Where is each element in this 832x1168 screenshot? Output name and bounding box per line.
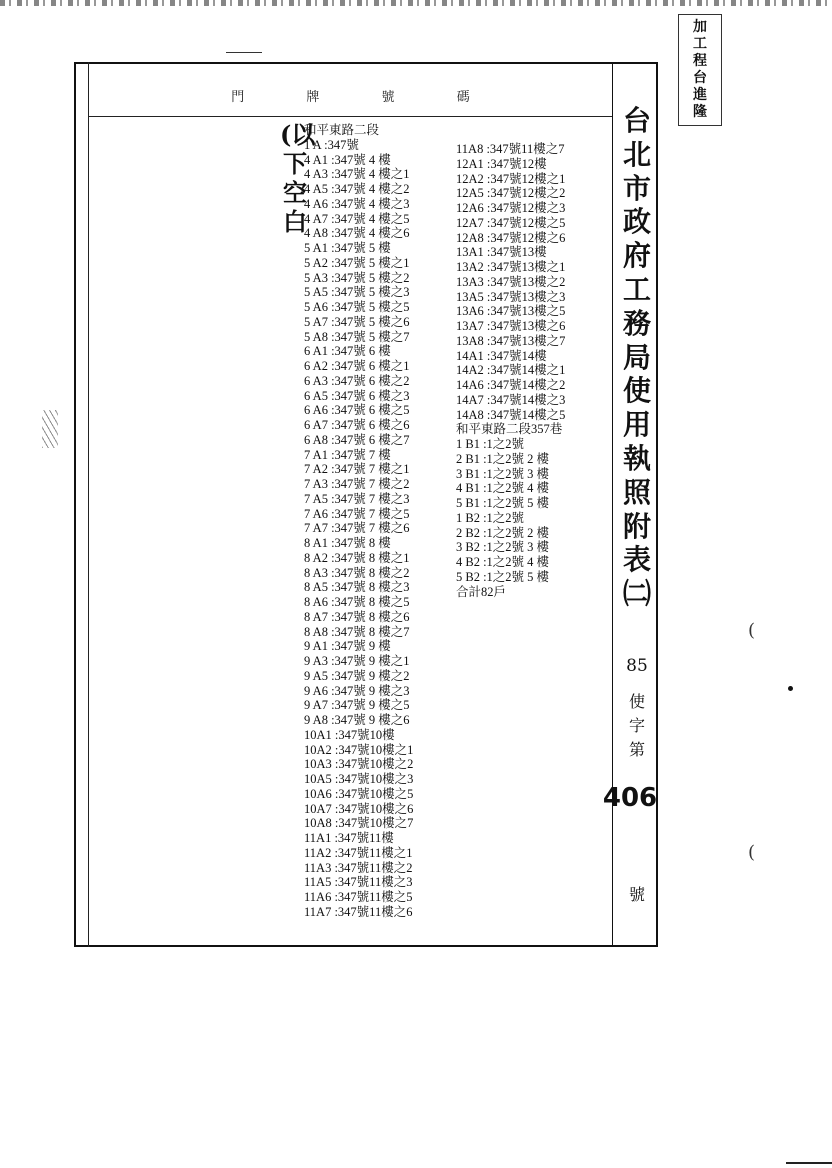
title-char: 府 xyxy=(622,239,651,273)
address-entry: 5 A2 :347號 5 樓之1 xyxy=(304,255,410,270)
address-entry: 12A7 :347號12樓之5 xyxy=(456,215,566,230)
stamp-char: 進 xyxy=(693,87,707,103)
address-entry: 10A7 :347號10樓之6 xyxy=(304,801,414,816)
address-entry: 12A2 :347號12樓之1 xyxy=(456,171,566,186)
title-char: 執 xyxy=(622,441,651,475)
address-entry: 9 A1 :347號 9 樓 xyxy=(304,639,391,654)
address-entry: 8 A8 :347號 8 樓之7 xyxy=(304,624,410,639)
address-list-left xyxy=(304,123,413,920)
title-char: 照 xyxy=(622,475,651,509)
license-year: 85 xyxy=(626,656,648,676)
address-entry: 11A2 :347號11樓之1 xyxy=(304,845,413,860)
stamp-char: 隆 xyxy=(693,104,707,120)
scan-top-noise xyxy=(0,0,832,6)
address-entry: 6 A6 :347號 6 樓之5 xyxy=(304,403,410,418)
address-entry: 9 A6 :347號 9 樓之3 xyxy=(304,683,410,698)
address-entry: 6 A5 :347號 6 樓之3 xyxy=(304,388,410,403)
title-char: 市 xyxy=(622,171,651,205)
address-entry: 12A1 :347號12樓 xyxy=(456,156,547,171)
address-entry: 10A1 :347號10樓 xyxy=(304,727,395,742)
address-entry: 3 B1 :1之2號 3 樓 xyxy=(456,466,550,481)
title-char: 務 xyxy=(622,306,651,340)
address-entry: 1 B2 :1之2號 xyxy=(456,510,525,525)
title-char: 工 xyxy=(622,272,651,306)
address-entry: 5 A1 :347號 5 樓 xyxy=(304,241,391,255)
address-entry: 8 A2 :347號 8 樓之1 xyxy=(304,550,410,565)
address-entry: 4 B1 :1之2號 4 樓 xyxy=(456,481,550,496)
address-entry: 13A6 :347號13樓之5 xyxy=(456,304,566,319)
address-entry: 3 B2 :1之2號 3 樓 xyxy=(456,540,550,555)
address-entry: 8 A1 :347號 8 樓 xyxy=(304,536,391,550)
stamp-char: 程 xyxy=(693,53,707,69)
address-entry: 11A6 :347號11樓之5 xyxy=(304,890,413,904)
address-entry: 12A5 :347號12樓之2 xyxy=(456,186,566,201)
title-column-divider xyxy=(612,62,613,947)
address-entry: 7 A2 :347號 7 樓之1 xyxy=(304,462,410,477)
scan-speck xyxy=(788,686,793,691)
header-label: 門 牌 號 碼 xyxy=(231,90,471,105)
address-entry: 11A1 :347號11樓 xyxy=(304,831,394,845)
address-entry: 1 A :347號 xyxy=(304,137,359,152)
address-entry: 7 A1 :347號 7 樓 xyxy=(304,447,391,462)
address-entry: 5 B1 :1之2號 5 樓 xyxy=(456,496,550,510)
address-entry: 12A6 :347號12樓之3 xyxy=(456,201,566,215)
title-char: 附 xyxy=(622,509,651,543)
address-entry: 13A7 :347號13樓之6 xyxy=(456,319,566,333)
blank-note-char: 白 xyxy=(283,207,307,236)
address-entry: 10A8 :347號10樓之7 xyxy=(304,816,414,831)
address-entry: 13A2 :347號13樓之1 xyxy=(456,260,566,274)
title-char: 台 xyxy=(622,104,651,137)
address-entry: 9 A7 :347號 9 樓之5 xyxy=(304,698,410,713)
blank-note-char: 空 xyxy=(283,178,307,207)
scan-dash-mark xyxy=(226,52,262,53)
stamp-char: 台 xyxy=(693,70,707,86)
title-char: 政 xyxy=(622,205,651,239)
address-entry: 10A6 :347號10樓之5 xyxy=(304,786,414,801)
address-entry: 7 A6 :347號 7 樓之5 xyxy=(304,506,410,521)
address-entry: 11A3 :347號11樓之2 xyxy=(304,860,413,875)
address-entry: 13A1 :347號13樓 xyxy=(456,245,547,260)
address-entry: 1 B1 :1之2號 xyxy=(456,437,525,451)
address-entry: 9 A3 :347號 9 樓之1 xyxy=(304,654,410,668)
license-prefix-char: 第 xyxy=(628,740,645,759)
address-entry: 14A1 :347號14樓 xyxy=(456,348,547,363)
scan-mark: ( xyxy=(748,842,756,863)
document-title xyxy=(620,104,654,611)
address-entry: 6 A7 :347號 6 樓之6 xyxy=(304,418,410,432)
address-entry: 2 B2 :1之2號 2 樓 xyxy=(456,525,550,540)
address-entry: 13A3 :347號13樓之2 xyxy=(456,274,566,289)
address-entry: 2 B1 :1之2號 2 樓 xyxy=(456,451,550,466)
address-entry: 5 A6 :347號 5 樓之5 xyxy=(304,300,410,314)
address-entry: 8 A6 :347號 8 樓之5 xyxy=(304,595,410,609)
address-entry: 9 A8 :347號 9 樓之6 xyxy=(304,713,410,727)
address-entry: 5 A8 :347號 5 樓之7 xyxy=(304,329,410,344)
address-entry: 4 A7 :347號 4 樓之5 xyxy=(304,211,410,226)
address-entry: 4 B2 :1之2號 4 樓 xyxy=(456,555,550,569)
address-entry: 和平東路二段 xyxy=(304,123,380,137)
title-char: 使 xyxy=(622,374,651,408)
address-list-right xyxy=(456,142,565,599)
address-entry: 11A5 :347號11樓之3 xyxy=(304,875,413,890)
address-entry: 4 A3 :347號 4 樓之1 xyxy=(304,167,410,182)
address-entry: 14A2 :347號14樓之1 xyxy=(456,363,566,378)
address-entry: 7 A7 :347號 7 樓之6 xyxy=(304,521,410,536)
address-entry: 7 A5 :347號 7 樓之3 xyxy=(304,491,410,506)
blank-note-char: (以 xyxy=(280,120,316,149)
inner-left-rule xyxy=(88,117,89,947)
address-entry: 12A8 :347號12樓之6 xyxy=(456,230,566,245)
license-number: 406 xyxy=(602,783,658,813)
corner-stamp xyxy=(678,14,722,126)
title-char: 北 xyxy=(622,137,651,171)
stamp-char: 加 xyxy=(693,19,707,35)
stamp-char: 工 xyxy=(693,36,707,52)
address-entry: 4 A1 :347號 4 樓 xyxy=(304,152,391,167)
address-entry: 5 A7 :347號 5 樓之6 xyxy=(304,314,410,329)
title-char: 表 xyxy=(622,543,651,577)
address-entry: 合計82戶 xyxy=(456,584,507,599)
address-entry: 4 A5 :347號 4 樓之2 xyxy=(304,182,410,196)
license-suffix: 號 xyxy=(628,885,645,904)
title-char: 局 xyxy=(622,340,651,374)
address-entry: 7 A3 :347號 7 樓之2 xyxy=(304,477,410,491)
license-prefix-char: 使 xyxy=(628,692,645,711)
scan-bottom-line xyxy=(786,1162,832,1164)
address-entry: 5 B2 :1之2號 5 樓 xyxy=(456,569,550,584)
address-entry: 4 A6 :347號 4 樓之3 xyxy=(304,196,410,211)
address-entry: 5 A5 :347號 5 樓之3 xyxy=(304,285,410,300)
blank-note-char: 下 xyxy=(283,149,307,178)
license-prefix xyxy=(620,690,654,762)
license-prefix-char: 字 xyxy=(628,716,645,735)
address-entry: 14A7 :347號14樓之3 xyxy=(456,392,566,407)
address-entry: 13A8 :347號13樓之7 xyxy=(456,333,566,348)
address-entry: 和平東路二段357巷 xyxy=(456,422,563,437)
address-entry: 11A7 :347號11樓之6 xyxy=(304,904,413,919)
address-entry: 9 A5 :347號 9 樓之2 xyxy=(304,668,410,683)
title-char: 用 xyxy=(622,408,651,442)
title-char: ㈡ xyxy=(622,577,651,611)
address-entry: 6 A8 :347號 6 樓之7 xyxy=(304,432,410,447)
address-entry: 8 A5 :347號 8 樓之3 xyxy=(304,580,410,595)
address-entry: 10A2 :347號10樓之1 xyxy=(304,742,414,757)
address-entry: 4 A8 :347號 4 樓之6 xyxy=(304,226,410,241)
address-entry: 5 A3 :347號 5 樓之2 xyxy=(304,270,410,285)
address-entry: 6 A2 :347號 6 樓之1 xyxy=(304,359,410,373)
scan-mark: ( xyxy=(748,620,756,641)
table-header xyxy=(88,62,613,117)
address-entry: 6 A1 :347號 6 樓 xyxy=(304,344,391,359)
address-entry: 14A8 :347號14樓之5 xyxy=(456,407,566,422)
address-entry: 8 A7 :347號 8 樓之6 xyxy=(304,609,410,624)
address-entry: 13A5 :347號13樓之3 xyxy=(456,289,566,304)
scan-hatch xyxy=(42,410,58,448)
address-entry: 10A3 :347號10樓之2 xyxy=(304,757,414,772)
address-entry: 10A5 :347號10樓之3 xyxy=(304,772,414,786)
address-entry: 14A6 :347號14樓之2 xyxy=(456,378,566,392)
address-entry: 6 A3 :347號 6 樓之2 xyxy=(304,373,410,388)
address-entry: 8 A3 :347號 8 樓之2 xyxy=(304,565,410,580)
address-entry: 11A8 :347號11樓之7 xyxy=(456,142,565,156)
